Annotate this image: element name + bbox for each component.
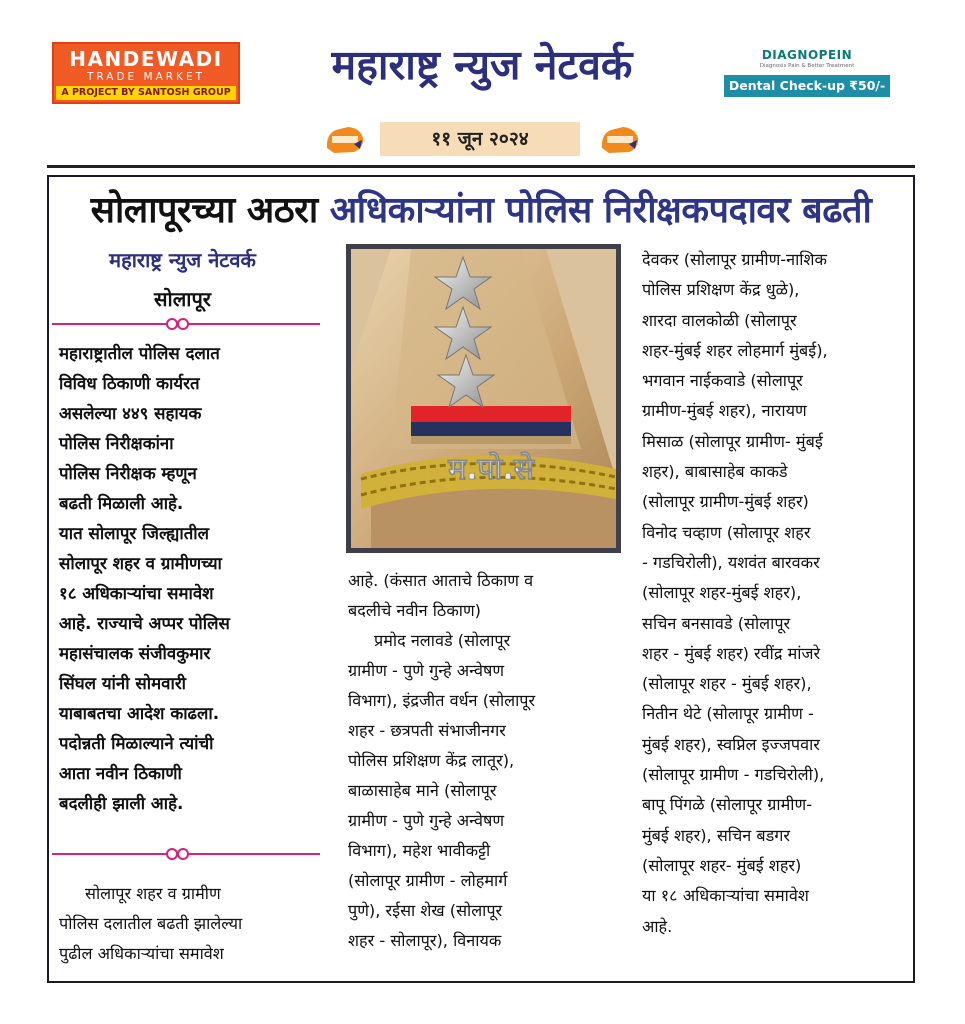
body-line: (सोलापूर शहर-मुंबई शहर),	[642, 583, 802, 603]
summary-line: विविध ठिकाणी कार्यरत	[59, 373, 200, 393]
body-line: भगवान नाईकवाडे (सोलापूर	[642, 371, 803, 391]
summary-line: आहे. राज्याचे अप्पर पोलिस	[59, 613, 230, 633]
summary-line: बढती मिळाली आहे.	[59, 493, 184, 513]
ornament-divider	[52, 846, 320, 862]
summary-line: पदोन्नती मिळाल्याने त्यांची	[59, 733, 214, 753]
body-line: (सोलापूर ग्रामीण - लोहमार्ग	[348, 871, 508, 890]
body-line: आहे.	[642, 916, 673, 936]
ad-brand: HANDEWADI	[69, 47, 223, 71]
body-line: विभाग), महेश भावीकट्टी	[348, 841, 491, 860]
summary-line: पोलिस निरीक्षक म्हणून	[59, 463, 197, 483]
body-line: पोलिस प्रशिक्षण केंद्र धुळे),	[642, 280, 800, 300]
summary-line: बदलीही झाली आहे.	[59, 793, 184, 813]
body-line: प्रमोद नलावडे (सोलापूर	[374, 631, 511, 650]
paper-logo-icon	[599, 124, 641, 156]
summary-line: सोलापूर शहर व ग्रामीणच्या	[59, 553, 222, 573]
paper-logo-icon	[324, 124, 366, 156]
ad-subtitle: TRADE MARKET	[87, 71, 205, 83]
ad-right-tagline: Diagnosis Pain & Better Treatment	[759, 63, 855, 69]
summary-line: १८ अधिकाऱ्यांचा समावेश	[59, 583, 214, 603]
body-line: शहर - सोलापूर), विनायक	[348, 931, 502, 950]
body-line: बापू पिंगळे (सोलापूर ग्रामीण-	[642, 795, 813, 815]
body-line: विनोद चव्हाण (सोलापूर शहर	[642, 522, 811, 542]
body-line: मुंबई शहर), सचिन बडगर	[642, 825, 791, 845]
article-photo	[346, 244, 621, 553]
body-line: ग्रामीण - पुणे गुन्हे अन्वेषण	[348, 661, 505, 680]
summary-line: महाराष्ट्रातील पोलिस दलात	[59, 343, 220, 363]
body-column-2	[348, 566, 620, 956]
body-line: मिसाळ (सोलापूर ग्रामीण- मुंबई	[642, 431, 823, 451]
body-line: बाळासाहेब माने (सोलापूर	[348, 781, 497, 800]
article-headline	[50, 184, 912, 233]
summary-line: यात सोलापूर जिल्ह्यातील	[59, 523, 210, 543]
body-line: शहर - छत्रपती संभाजीनगर	[348, 721, 506, 740]
body-line: (सोलापूर ग्रामीण-मुंबई शहर)	[642, 492, 809, 512]
body-line: मुंबई शहर), स्वप्निल इज्जपवार	[642, 734, 820, 754]
headline-part-1: सोलापूरच्या अठरा	[90, 190, 318, 231]
body-line: ग्रामीण-मुंबई शहर), नारायण	[642, 401, 807, 421]
body-line: विभाग), इंद्रजीत वर्धन (सोलापूर	[348, 691, 536, 710]
body-column-1	[59, 879, 321, 969]
body-line: देवकर (सोलापूर ग्रामीण-नाशिक	[642, 250, 827, 269]
body-line: (सोलापूर शहर- मुंबई शहर)	[642, 855, 802, 875]
shoulder-insignia-illustration	[351, 249, 616, 548]
summary-line: सिंघल यांनी सोमवारी	[59, 673, 187, 693]
ornament-divider	[52, 316, 320, 332]
diagnopein-ad[interactable]	[724, 48, 890, 102]
body-line: आहे. (कंसात आताचे ठिकाण व	[348, 571, 534, 590]
body-line: शहर-मुंबई शहर लोहमार्ग मुंबई),	[642, 340, 828, 360]
ad-strip: A PROJECT BY SANTOSH GROUP	[56, 86, 236, 100]
byline: महाराष्ट्र न्युज नेटवर्क	[109, 248, 256, 272]
summary-line: महासंचालक संजीवकुमार	[59, 643, 211, 663]
body-line: पोलिस दलातील बढती झालेल्या	[59, 914, 243, 933]
date-bar	[320, 122, 645, 158]
body-line: शहर - मुंबई शहर) रवींद्र मांजरे	[642, 643, 821, 663]
body-line: (सोलापूर ग्रामीण - गडचिरोली),	[642, 765, 825, 785]
header-rule	[47, 165, 915, 168]
body-line: सचिन बनसावडे (सोलापूर	[642, 613, 791, 633]
body-line: शारदा वालकोळी (सोलापूर	[642, 310, 797, 330]
issue-date: ११ जून २०२४	[380, 122, 580, 156]
headline-part-2: अधिकाऱ्यांना पोलिस निरीक्षकपदावर बढती	[329, 190, 872, 231]
handewadi-ad[interactable]	[52, 42, 240, 104]
ad-right-logo: DIAGNOPEIN	[761, 48, 853, 62]
dateline-place: सोलापूर	[154, 287, 211, 311]
body-line: पोलिस प्रशिक्षण केंद्र लातूर),	[348, 751, 515, 770]
body-line: बदलीचे नवीन ठिकाण)	[348, 601, 481, 620]
masthead-title: महाराष्ट्र न्युज नेटवर्क	[331, 41, 633, 89]
body-line: शहर), बाबासाहेब काकडे	[642, 462, 788, 482]
summary-line: याबाबतचा आदेश काढला.	[59, 703, 220, 723]
body-line: पुढील अधिकाऱ्यांचा समावेश	[59, 944, 224, 963]
body-line: नितीन थेटे (सोलापूर ग्रामीण -	[642, 704, 814, 724]
summary-line: पोलिस निरीक्षकांना	[59, 433, 174, 453]
body-line: - गडचिरोली), यशवंत बारवकर	[642, 552, 820, 572]
article-summary	[59, 338, 321, 818]
body-line: सोलापूर शहर व ग्रामीण	[85, 884, 221, 903]
insignia-badge: म.पो.से	[448, 452, 534, 487]
body-line: ग्रामीण - पुणे गुन्हे अन्वेषण	[348, 811, 505, 830]
body-line: या १८ अधिकाऱ्यांचा समावेश	[642, 886, 809, 906]
body-line: (सोलापूर शहर - मुंबई शहर),	[642, 674, 812, 694]
summary-line: आता नवीन ठिकाणी	[59, 763, 182, 783]
body-column-3	[642, 245, 910, 942]
ad-right-offer: Dental Check-up ₹50/-	[724, 75, 890, 97]
summary-line: असलेल्या ४४९ सहायक	[59, 403, 202, 423]
body-line: पुणे), रईसा शेख (सोलापूर	[348, 901, 503, 920]
